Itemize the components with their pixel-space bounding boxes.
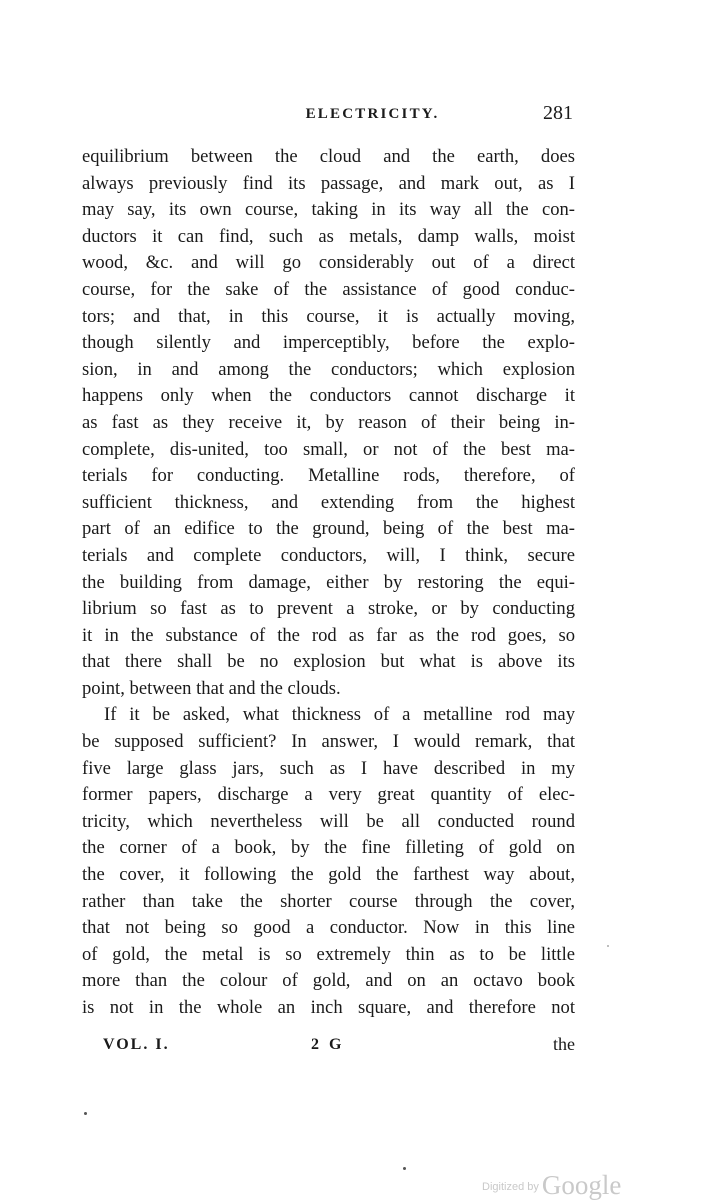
text-line: of gold, the metal is so extremely thin as to be little <box>82 943 575 965</box>
text-line: former papers, discharge a very great quantity of elec- <box>82 784 575 806</box>
text-line: tors; and that, in this course, it is actually moving, <box>82 305 575 327</box>
text-line: rather than take the shorter course through the cover, <box>82 890 575 912</box>
text-line: terials and complete conductors, will, I think, secure <box>82 544 575 566</box>
text-line: that there shall be no explosion but what is above its <box>82 651 575 673</box>
text-line: though silently and imperceptibly, before the explo- <box>82 332 575 354</box>
text-line: part of an edifice to the ground, being of the best ma- <box>82 518 575 540</box>
text-line: terials for conducting. Metalline rods, therefore, of <box>82 465 575 487</box>
text-line: be supposed sufficient? In answer, I would remark, that <box>82 731 575 753</box>
text-line: five large glass jars, such as I have described in my <box>82 757 575 779</box>
volume-signature: VOL. I. <box>103 1036 170 1053</box>
text-line: more than the colour of gold, and on an octavo book <box>82 970 575 992</box>
body-text <box>82 144 575 1022</box>
text-line: may say, its own course, taking in its way all the con- <box>82 199 575 221</box>
text-line: course, for the sake of the assistance of good conduc- <box>82 278 575 300</box>
text-line: sufficient thickness, and extending from the highest <box>82 491 575 513</box>
watermark-brand: Google <box>541 1170 622 1200</box>
text-line: the cover, it following the gold the farthest way about, <box>82 864 575 886</box>
text-line: If it be asked, what thickness of a metalline rod may <box>104 704 575 726</box>
watermark-prefix: Digitized by <box>482 1181 539 1193</box>
page-footer <box>103 1033 575 1059</box>
text-line: complete, dis-united, too small, or not of the best ma- <box>82 438 575 460</box>
text-line: sion, in and among the conductors; which explosion <box>82 358 575 380</box>
digitized-watermark <box>482 1170 621 1201</box>
text-line: point, between that and the clouds. <box>82 677 341 699</box>
text-line: equilibrium between the cloud and the earth, does <box>82 146 575 167</box>
text-line: wood, &c. and will go considerably out of a direct <box>82 252 575 274</box>
paper-speck <box>403 1167 406 1170</box>
text-line: as fast as they receive it, by reason of their being in- <box>82 411 575 433</box>
page-number: 281 <box>543 102 573 124</box>
text-line: happens only when the conductors cannot discharge it <box>82 385 575 407</box>
text-line: tricity, which nevertheless will be all conducted round <box>82 810 575 832</box>
text-line: is not in the whole an inch square, and therefore not <box>82 997 575 1018</box>
text-line: librium so fast as to prevent a stroke, or by conducting <box>82 598 575 620</box>
text-line: it in the substance of the rod as far as the rod goes, so <box>82 624 575 646</box>
text-line: ductors it can find, such as metals, damp walls, moist <box>82 225 575 247</box>
running-title: ELECTRICITY. <box>305 106 440 122</box>
paper-speck <box>607 945 609 947</box>
paper-speck <box>84 1112 87 1115</box>
catchword: the <box>553 1034 575 1054</box>
text-line: always previously find its passage, and mark out, as I <box>82 172 575 194</box>
page-header <box>82 103 575 133</box>
text-line: the corner of a book, by the fine filleting of gold on <box>82 837 575 859</box>
text-line: that not being so good a conductor. Now in this line <box>82 917 575 939</box>
gathering-mark: 2 G <box>311 1036 345 1053</box>
text-line: the building from damage, either by restoring the equi- <box>82 571 575 593</box>
